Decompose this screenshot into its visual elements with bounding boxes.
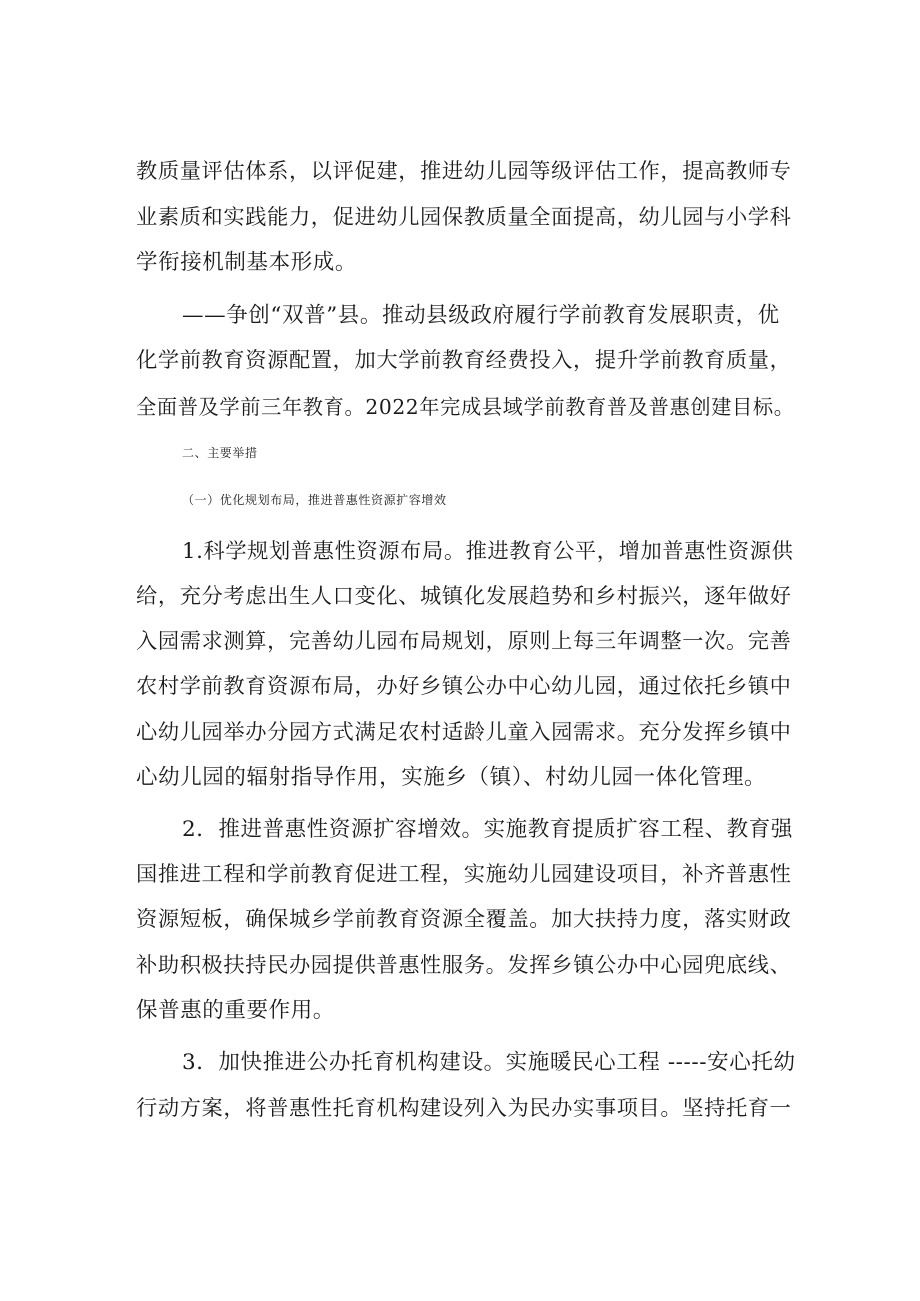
text-line: 3．加快推进公办托育机构建设。实施暖民心工程 -----安心托幼 (182, 1050, 796, 1075)
text-line: 心幼儿园举办分园方式满足农村适龄儿童入园需求。充分发挥乡镇中 (136, 720, 792, 745)
text-line: 全面普及学前三年教育。2022年完成县域学前教育普及普惠创建目标。 (136, 395, 795, 419)
text-line: 2．推进普惠性资源扩容增效。实施教育提质扩容工程、教育强 (182, 817, 793, 842)
text-line: 给，充分考虑出生人口变化、城镇化发展趋势和乡村振兴，逐年做好 (136, 584, 792, 609)
text-line: 业素质和实践能力，促进幼儿园保教质量全面提高，幼儿园与小学科 (136, 205, 792, 230)
text-line: 农村学前教育资源布局，办好乡镇公办中心幼儿园，通过依托乡镇中 (136, 674, 792, 699)
text-line: 资源短板，确保城乡学前教育资源全覆盖。加大扶持力度，落实财政 (136, 907, 792, 932)
subsection-heading: （一）优化规划布局，推进普惠性资源扩容增效 (182, 493, 447, 507)
text-line: 心幼儿园的辐射指导作用，实施乡（镇）、村幼儿园一体化管理。 (136, 765, 767, 790)
text-line: 化学前教育资源配置，加大学前教育经费投入，提升学前教育质量， (136, 348, 792, 373)
text-line: 教质量评估体系，以评促建，推进幼儿园等级评估工作，提高教师专 (136, 159, 792, 184)
text-line: 保普惠的重要作用。 (136, 998, 335, 1023)
text-line: ——争创“双普”县。推动县级政府履行学前教育发展职责，优 (182, 303, 780, 328)
text-line: 国推进工程和学前教育促进工程，实施幼儿园建设项目，补齐普惠性 (136, 862, 792, 887)
text-line: 1.科学规划普惠性资源布局。推进教育公平，增加普惠性资源供 (182, 539, 794, 564)
text-line: 行动方案，将普惠性托育机构建设列入为民办实事项目。坚持托育一 (136, 1096, 792, 1121)
text-line: 入园需求测算，完善幼儿园布局规划，原则上每三年调整一次。完善 (136, 629, 792, 654)
text-line: 学衔接机制基本形成。 (136, 250, 358, 275)
section-heading: 二、主要举措 (182, 446, 258, 460)
text-line: 补助积极扶持民办园提供普惠性服务。发挥乡镇公办中心园兜底线、 (136, 953, 792, 978)
